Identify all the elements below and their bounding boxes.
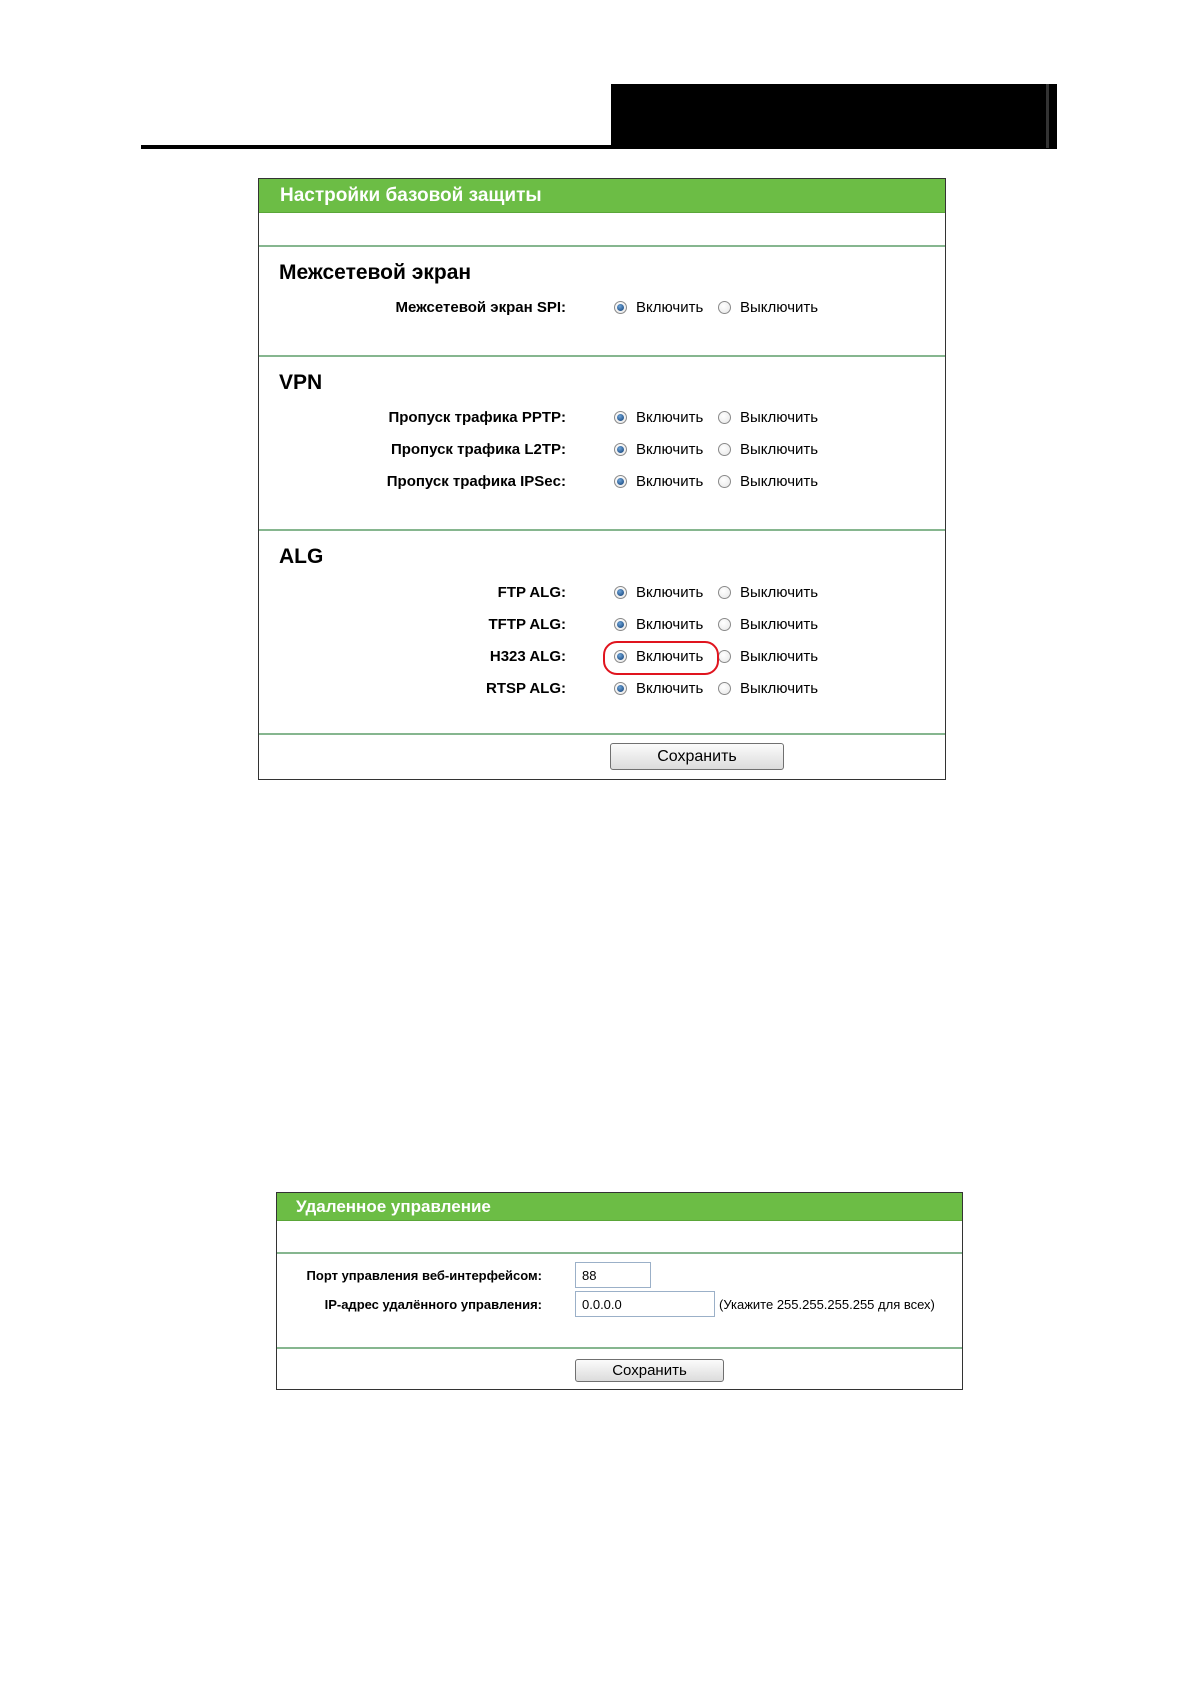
enable-option-label[interactable]: Включить bbox=[636, 616, 704, 633]
disable-option-label[interactable]: Выключить bbox=[740, 648, 819, 665]
vpn-heading: VPN bbox=[279, 371, 323, 394]
disable-radio-icon[interactable] bbox=[718, 618, 731, 631]
disable-option-label[interactable]: Выключить bbox=[740, 473, 819, 490]
port-input[interactable] bbox=[575, 1262, 651, 1288]
port-label: Порт управления веб-интерфейсом: bbox=[306, 1268, 542, 1283]
enable-radio-icon[interactable] bbox=[614, 618, 627, 631]
disable-radio-icon[interactable] bbox=[718, 443, 731, 456]
setting-label: Пропуск трафика L2TP: bbox=[390, 441, 566, 458]
alg-heading: ALG bbox=[279, 545, 324, 568]
ip-label: IP-адрес удалённого управления: bbox=[324, 1297, 542, 1312]
enable-radio-icon[interactable] bbox=[614, 411, 627, 424]
enable-radio-icon[interactable] bbox=[614, 586, 627, 599]
divider bbox=[277, 1252, 962, 1254]
enable-option-label[interactable]: Включить bbox=[636, 441, 704, 458]
enable-radio-icon[interactable] bbox=[614, 301, 627, 314]
disable-option-label[interactable]: Выключить bbox=[740, 616, 819, 633]
setting-label: Межсетевой экран SPI: bbox=[395, 299, 566, 316]
divider bbox=[259, 355, 945, 357]
enable-radio-icon[interactable] bbox=[614, 475, 627, 488]
setting-row bbox=[259, 297, 945, 319]
security-settings-panel bbox=[258, 178, 946, 780]
disable-radio-icon[interactable] bbox=[718, 650, 731, 663]
enable-radio-icon[interactable] bbox=[614, 443, 627, 456]
ip-hint: (Укажите 255.255.255.255 для всех) bbox=[719, 1297, 935, 1312]
setting-label: Пропуск трафика IPSec: bbox=[386, 473, 566, 490]
firewall-heading: Межсетевой экран bbox=[279, 261, 472, 284]
disable-radio-icon[interactable] bbox=[718, 301, 731, 314]
setting-row bbox=[259, 614, 945, 636]
enable-radio-icon[interactable] bbox=[614, 682, 627, 695]
disable-radio-icon[interactable] bbox=[718, 411, 731, 424]
disable-radio-icon[interactable] bbox=[718, 682, 731, 695]
disable-option-label[interactable]: Выключить bbox=[740, 584, 819, 601]
enable-option-label[interactable]: Включить bbox=[636, 299, 704, 316]
enable-option-label[interactable]: Включить bbox=[636, 648, 704, 665]
setting-label: TFTP ALG: bbox=[488, 616, 566, 633]
ip-input[interactable] bbox=[575, 1291, 715, 1317]
disable-option-label[interactable]: Выключить bbox=[740, 409, 819, 426]
divider bbox=[259, 529, 945, 531]
enable-option-label[interactable]: Включить bbox=[636, 680, 704, 697]
setting-row bbox=[259, 678, 945, 700]
security-save-button[interactable]: Сохранить bbox=[610, 743, 784, 770]
setting-row bbox=[259, 582, 945, 604]
disable-radio-icon[interactable] bbox=[718, 475, 731, 488]
setting-label: H323 ALG: bbox=[489, 648, 566, 665]
setting-row bbox=[259, 471, 945, 493]
setting-row bbox=[259, 439, 945, 461]
setting-row bbox=[259, 407, 945, 429]
divider bbox=[259, 733, 945, 735]
disable-option-label[interactable]: Выключить bbox=[740, 680, 819, 697]
enable-option-label[interactable]: Включить bbox=[636, 584, 704, 601]
setting-row bbox=[259, 646, 945, 668]
setting-label: Пропуск трафика PPTP: bbox=[388, 409, 566, 426]
security-panel-title: Настройки базовой защиты bbox=[259, 179, 945, 213]
divider bbox=[259, 245, 945, 247]
disable-radio-icon[interactable] bbox=[718, 586, 731, 599]
enable-option-label[interactable]: Включить bbox=[636, 409, 704, 426]
remote-save-button[interactable]: Сохранить bbox=[575, 1359, 724, 1382]
enable-option-label[interactable]: Включить bbox=[636, 473, 704, 490]
highlight-ring bbox=[603, 641, 719, 675]
setting-label: FTP ALG: bbox=[497, 584, 566, 601]
divider bbox=[277, 1347, 962, 1349]
setting-label: RTSP ALG: bbox=[485, 680, 566, 697]
disable-option-label[interactable]: Выключить bbox=[740, 299, 819, 316]
remote-panel-title: Удаленное управление bbox=[277, 1193, 962, 1221]
disable-option-label[interactable]: Выключить bbox=[740, 441, 819, 458]
page-header-bar bbox=[611, 84, 1057, 148]
remote-management-panel bbox=[276, 1192, 963, 1390]
